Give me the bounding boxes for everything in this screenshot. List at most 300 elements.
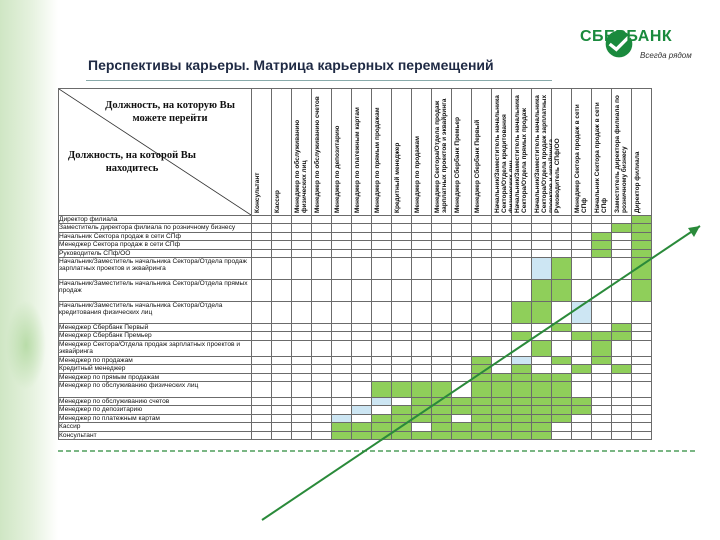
- transition-cell-empty: [632, 382, 652, 398]
- transition-cell-empty: [332, 398, 352, 406]
- transition-cell-empty: [612, 241, 632, 249]
- column-header-label: Менеджер по депозитарию: [334, 125, 341, 213]
- row-header-label: Консультант: [59, 431, 252, 439]
- transition-cell-empty: [512, 241, 532, 249]
- transition-cell-possible: [512, 365, 532, 373]
- transition-cell-possible: [632, 232, 652, 240]
- column-header-label: Менеджер Сбербанк Первый: [474, 119, 481, 213]
- transition-cell-empty: [372, 232, 392, 240]
- transition-cell-empty: [432, 249, 452, 257]
- column-header: [512, 89, 532, 216]
- transition-cell-empty: [632, 365, 652, 373]
- transition-cell-empty: [352, 373, 372, 381]
- matrix-row: [59, 431, 652, 439]
- transition-cell-empty: [252, 340, 272, 356]
- transition-cell-empty: [472, 216, 492, 224]
- transition-cell-empty: [572, 414, 592, 422]
- transition-cell-empty: [432, 258, 452, 280]
- transition-cell-possible: [632, 224, 652, 232]
- transition-cell-empty: [492, 241, 512, 249]
- transition-cell-empty: [552, 216, 572, 224]
- transition-cell-empty: [372, 224, 392, 232]
- transition-cell-possible: [492, 373, 512, 381]
- transition-cell-possible: [572, 406, 592, 414]
- row-header-label: Начальник/Заместитель начальника Сектора/Отдела прямых продаж: [59, 280, 252, 302]
- transition-cell-possible: [512, 406, 532, 414]
- transition-cell-empty: [412, 365, 432, 373]
- transition-cell-empty: [252, 423, 272, 431]
- transition-cell-empty: [352, 232, 372, 240]
- transition-cell-empty: [632, 414, 652, 422]
- transition-cell-possible: [512, 431, 532, 439]
- transition-cell-empty: [312, 258, 332, 280]
- column-header-label: Менеджер по продажам: [414, 136, 421, 213]
- transition-cell-empty: [312, 280, 332, 302]
- career-growth-arrow-head: [688, 226, 700, 237]
- transition-cell-empty: [552, 241, 572, 249]
- column-header: [572, 89, 592, 216]
- transition-cell-empty: [252, 365, 272, 373]
- transition-cell-empty: [492, 324, 512, 332]
- matrix-row: [59, 241, 652, 249]
- transition-cell-possible: [512, 302, 532, 324]
- transition-cell-empty: [352, 280, 372, 302]
- transition-cell-empty: [272, 241, 292, 249]
- column-header: [332, 89, 352, 216]
- transition-cell-empty: [452, 302, 472, 324]
- transition-cell-highlight: [512, 356, 532, 364]
- transition-cell-empty: [592, 302, 612, 324]
- transition-cell-possible: [432, 382, 452, 398]
- transition-cell-empty: [432, 302, 452, 324]
- transition-cell-empty: [572, 373, 592, 381]
- transition-cell-empty: [492, 280, 512, 302]
- transition-cell-empty: [572, 382, 592, 398]
- transition-cell-empty: [292, 280, 312, 302]
- transition-cell-empty: [272, 302, 292, 324]
- matrix-row: [59, 249, 652, 257]
- transition-cell-empty: [532, 241, 552, 249]
- transition-cell-possible: [372, 382, 392, 398]
- row-header-label: Менеджер по платежным картам: [59, 414, 252, 422]
- transition-cell-empty: [512, 232, 532, 240]
- transition-cell-empty: [552, 332, 572, 340]
- transition-cell-possible: [392, 431, 412, 439]
- transition-cell-empty: [252, 373, 272, 381]
- transition-cell-empty: [312, 324, 332, 332]
- column-header-label: Начальник/Заместитель начальника Сектора/Отдела прямых продаж: [514, 95, 528, 213]
- transition-cell-possible: [432, 431, 452, 439]
- transition-cell-empty: [612, 431, 632, 439]
- transition-cell-possible: [552, 382, 572, 398]
- transition-cell-empty: [252, 232, 272, 240]
- transition-cell-empty: [312, 423, 332, 431]
- column-header: [532, 89, 552, 216]
- transition-cell-empty: [252, 249, 272, 257]
- transition-cell-empty: [492, 302, 512, 324]
- transition-cell-possible: [352, 423, 372, 431]
- transition-cell-empty: [452, 224, 472, 232]
- transition-cell-empty: [632, 423, 652, 431]
- column-header-label: Менеджер Сектора/Отдела продаж зарплатных проектов и эквайринга: [434, 98, 448, 213]
- transition-cell-empty: [252, 356, 272, 364]
- transition-cell-empty: [452, 365, 472, 373]
- column-header: [312, 89, 332, 216]
- transition-cell-empty: [432, 365, 452, 373]
- transition-cell-empty: [512, 280, 532, 302]
- transition-cell-empty: [592, 258, 612, 280]
- transition-cell-possible: [632, 280, 652, 302]
- transition-cell-empty: [272, 356, 292, 364]
- transition-cell-empty: [612, 382, 632, 398]
- row-header-label: Менеджер Сбербанк Первый: [59, 324, 252, 332]
- transition-cell-possible: [412, 406, 432, 414]
- transition-cell-empty: [452, 340, 472, 356]
- transition-cell-empty: [392, 302, 412, 324]
- transition-cell-empty: [612, 423, 632, 431]
- transition-cell-possible: [612, 224, 632, 232]
- transition-cell-empty: [612, 406, 632, 414]
- transition-cell-empty: [312, 302, 332, 324]
- transition-cell-empty: [272, 258, 292, 280]
- transition-cell-empty: [492, 224, 512, 232]
- transition-cell-possible: [592, 332, 612, 340]
- transition-cell-empty: [332, 224, 352, 232]
- transition-cell-empty: [312, 365, 332, 373]
- transition-cell-empty: [412, 324, 432, 332]
- transition-cell-empty: [352, 324, 372, 332]
- transition-cell-empty: [312, 224, 332, 232]
- transition-cell-empty: [352, 258, 372, 280]
- transition-cell-possible: [472, 431, 492, 439]
- transition-cell-empty: [372, 332, 392, 340]
- transition-cell-empty: [432, 216, 452, 224]
- matrix-row: [59, 216, 652, 224]
- matrix-corner-cell: [59, 89, 252, 216]
- transition-cell-possible: [532, 280, 552, 302]
- transition-cell-possible: [572, 365, 592, 373]
- transition-cell-empty: [592, 423, 612, 431]
- transition-cell-empty: [392, 356, 412, 364]
- transition-cell-empty: [452, 356, 472, 364]
- transition-cell-empty: [392, 324, 412, 332]
- transition-cell-possible: [592, 232, 612, 240]
- row-header-label: Начальник/Заместитель начальника Сектора/Отдела кредитования физических лиц: [59, 302, 252, 324]
- transition-cell-empty: [472, 224, 492, 232]
- transition-cell-empty: [632, 431, 652, 439]
- transition-cell-empty: [592, 365, 612, 373]
- transition-cell-possible: [532, 302, 552, 324]
- transition-cell-empty: [552, 224, 572, 232]
- transition-cell-empty: [612, 414, 632, 422]
- corner-label-target: Должность, на которую Вы можете перейти: [105, 100, 235, 124]
- transition-cell-empty: [312, 340, 332, 356]
- transition-cell-possible: [532, 340, 552, 356]
- transition-cell-empty: [532, 332, 552, 340]
- column-header: [272, 89, 292, 216]
- transition-cell-empty: [612, 216, 632, 224]
- transition-cell-empty: [592, 406, 612, 414]
- transition-cell-empty: [412, 280, 432, 302]
- matrix-row: [59, 332, 652, 340]
- transition-cell-empty: [352, 216, 372, 224]
- transition-cell-possible: [532, 423, 552, 431]
- transition-cell-empty: [332, 365, 352, 373]
- row-header-label: Начальник/Заместитель начальника Сектора/Отдела продаж зарплатных проектов и эквайринга: [59, 258, 252, 280]
- matrix-row: [59, 302, 652, 324]
- transition-cell-possible: [392, 382, 412, 398]
- transition-cell-possible: [492, 423, 512, 431]
- transition-cell-empty: [372, 302, 392, 324]
- transition-cell-possible: [452, 431, 472, 439]
- transition-cell-empty: [372, 280, 392, 302]
- transition-cell-empty: [572, 324, 592, 332]
- transition-cell-empty: [472, 258, 492, 280]
- transition-cell-empty: [392, 365, 412, 373]
- transition-cell-empty: [472, 241, 492, 249]
- transition-cell-empty: [252, 224, 272, 232]
- matrix-header-row: [59, 89, 652, 216]
- transition-cell-empty: [532, 232, 552, 240]
- transition-cell-possible: [392, 406, 412, 414]
- transition-cell-empty: [432, 332, 452, 340]
- transition-cell-empty: [252, 241, 272, 249]
- transition-cell-possible: [632, 249, 652, 257]
- transition-cell-possible: [552, 373, 572, 381]
- transition-cell-empty: [272, 224, 292, 232]
- transition-cell-empty: [272, 216, 292, 224]
- transition-cell-possible: [512, 382, 532, 398]
- transition-cell-possible: [392, 414, 412, 422]
- row-header-label: Менеджер Сектора продаж в сети СПф: [59, 241, 252, 249]
- column-header-label: Начальник/Заместитель начальника Сектора/Отдела кредитования: [494, 95, 508, 213]
- transition-cell-possible: [552, 280, 572, 302]
- transition-cell-empty: [612, 356, 632, 364]
- transition-cell-empty: [372, 241, 392, 249]
- transition-cell-empty: [592, 280, 612, 302]
- transition-cell-empty: [412, 302, 432, 324]
- transition-cell-possible: [452, 398, 472, 406]
- transition-cell-possible: [432, 406, 452, 414]
- transition-cell-empty: [272, 423, 292, 431]
- transition-cell-possible: [412, 382, 432, 398]
- matrix-row: [59, 232, 652, 240]
- transition-cell-empty: [552, 302, 572, 324]
- matrix-row: [59, 382, 652, 398]
- transition-cell-empty: [392, 241, 412, 249]
- transition-cell-empty: [412, 332, 432, 340]
- transition-cell-empty: [292, 249, 312, 257]
- transition-cell-possible: [572, 398, 592, 406]
- transition-cell-possible: [532, 373, 552, 381]
- transition-cell-empty: [492, 258, 512, 280]
- transition-cell-empty: [292, 373, 312, 381]
- transition-cell-possible: [592, 249, 612, 257]
- transition-cell-empty: [352, 224, 372, 232]
- transition-cell-empty: [572, 280, 592, 302]
- column-header-label: Начальник Сектора продаж в сети СПф: [594, 102, 608, 213]
- matrix-row: [59, 398, 652, 406]
- transition-cell-empty: [352, 365, 372, 373]
- transition-cell-empty: [552, 232, 572, 240]
- transition-cell-empty: [292, 216, 312, 224]
- transition-cell-possible: [552, 356, 572, 364]
- transition-cell-empty: [332, 373, 352, 381]
- transition-cell-possible: [412, 414, 432, 422]
- transition-cell-empty: [512, 249, 532, 257]
- corner-label-current: Должность, на которой Вы находитесь: [68, 150, 196, 174]
- transition-cell-empty: [592, 398, 612, 406]
- transition-cell-empty: [512, 258, 532, 280]
- transition-cell-empty: [392, 398, 412, 406]
- transition-cell-empty: [412, 258, 432, 280]
- column-header-label: Кредитный менеджер: [394, 142, 401, 213]
- transition-cell-empty: [632, 332, 652, 340]
- transition-cell-empty: [452, 232, 472, 240]
- column-header-label: Менеджер по обслуживанию физических лиц: [294, 119, 308, 213]
- transition-cell-empty: [272, 382, 292, 398]
- transition-cell-empty: [492, 332, 512, 340]
- column-header: [352, 89, 372, 216]
- transition-cell-empty: [592, 373, 612, 381]
- transition-cell-empty: [312, 232, 332, 240]
- transition-cell-possible: [512, 332, 532, 340]
- transition-cell-empty: [372, 216, 392, 224]
- brand-name: СБЕРБАНК: [580, 28, 673, 45]
- transition-cell-highlight: [352, 406, 372, 414]
- transition-cell-empty: [392, 280, 412, 302]
- column-header-label: Консультант: [254, 172, 261, 213]
- transition-cell-empty: [272, 365, 292, 373]
- page-title: Перспективы карьеры. Матрица карьерных перемещений: [88, 57, 494, 73]
- transition-cell-highlight: [532, 258, 552, 280]
- transition-cell-possible: [552, 324, 572, 332]
- transition-cell-empty: [512, 224, 532, 232]
- transition-cell-possible: [372, 414, 392, 422]
- transition-cell-possible: [512, 398, 532, 406]
- transition-cell-empty: [332, 258, 352, 280]
- transition-cell-empty: [532, 356, 552, 364]
- transition-cell-empty: [372, 249, 392, 257]
- matrix-row: [59, 406, 652, 414]
- transition-cell-empty: [412, 241, 432, 249]
- row-header-label: Менеджер Сбербанк Премьер: [59, 332, 252, 340]
- transition-cell-empty: [612, 398, 632, 406]
- transition-cell-possible: [472, 414, 492, 422]
- transition-cell-possible: [512, 414, 532, 422]
- transition-cell-empty: [292, 414, 312, 422]
- column-header: [472, 89, 492, 216]
- column-header-label: Заместитель директора филиала по розничному бизнесу: [614, 95, 628, 213]
- transition-cell-empty: [372, 365, 392, 373]
- matrix-row: [59, 340, 652, 356]
- transition-cell-empty: [292, 258, 312, 280]
- transition-cell-empty: [292, 431, 312, 439]
- transition-cell-empty: [572, 249, 592, 257]
- transition-cell-possible: [552, 406, 572, 414]
- transition-cell-possible: [532, 431, 552, 439]
- transition-cell-possible: [412, 431, 432, 439]
- transition-cell-empty: [632, 302, 652, 324]
- transition-cell-possible: [532, 398, 552, 406]
- transition-cell-empty: [552, 365, 572, 373]
- transition-cell-empty: [272, 280, 292, 302]
- transition-cell-empty: [392, 224, 412, 232]
- transition-cell-possible: [352, 431, 372, 439]
- transition-cell-empty: [532, 249, 552, 257]
- transition-cell-possible: [472, 373, 492, 381]
- transition-cell-empty: [272, 373, 292, 381]
- transition-cell-empty: [252, 332, 272, 340]
- transition-cell-empty: [432, 356, 452, 364]
- transition-cell-empty: [352, 332, 372, 340]
- transition-cell-empty: [572, 232, 592, 240]
- transition-cell-empty: [452, 280, 472, 302]
- transition-cell-possible: [332, 431, 352, 439]
- transition-cell-possible: [472, 406, 492, 414]
- column-header-label: Начальник/Заместитель начальника Сектора/Отдела продаж зарплатных: [534, 94, 548, 213]
- transition-cell-possible: [412, 398, 432, 406]
- transition-cell-empty: [352, 398, 372, 406]
- column-header: [252, 89, 272, 216]
- transition-cell-empty: [332, 356, 352, 364]
- transition-cell-empty: [332, 302, 352, 324]
- transition-cell-empty: [252, 302, 272, 324]
- transition-cell-empty: [452, 258, 472, 280]
- transition-cell-empty: [572, 241, 592, 249]
- row-header-label: Менеджер по обслуживанию физических лиц: [59, 382, 252, 398]
- transition-cell-empty: [352, 302, 372, 324]
- transition-cell-empty: [372, 340, 392, 356]
- transition-cell-possible: [632, 258, 652, 280]
- transition-cell-empty: [272, 414, 292, 422]
- transition-cell-empty: [612, 258, 632, 280]
- transition-cell-empty: [392, 332, 412, 340]
- transition-cell-possible: [472, 356, 492, 364]
- transition-cell-empty: [572, 431, 592, 439]
- transition-cell-empty: [472, 332, 492, 340]
- transition-cell-empty: [492, 340, 512, 356]
- transition-cell-empty: [412, 224, 432, 232]
- row-header-label: Менеджер Сектора/Отдела продаж зарплатных проектов и эквайринга: [59, 340, 252, 356]
- transition-cell-possible: [612, 365, 632, 373]
- transition-cell-empty: [452, 249, 472, 257]
- transition-cell-possible: [472, 382, 492, 398]
- transition-cell-empty: [252, 280, 272, 302]
- column-header: [492, 89, 512, 216]
- transition-cell-empty: [332, 241, 352, 249]
- transition-cell-empty: [632, 324, 652, 332]
- brand-tagline: Всегда рядом: [640, 51, 692, 60]
- row-header-label: Менеджер по депозитарию: [59, 406, 252, 414]
- column-header-label: Менеджер по обслуживанию счетов: [314, 96, 321, 213]
- matrix-row: [59, 423, 652, 431]
- transition-cell-empty: [512, 324, 532, 332]
- transition-cell-empty: [392, 373, 412, 381]
- transition-cell-empty: [452, 324, 472, 332]
- transition-cell-possible: [332, 423, 352, 431]
- transition-cell-empty: [312, 241, 332, 249]
- transition-cell-empty: [472, 302, 492, 324]
- transition-cell-empty: [312, 414, 332, 422]
- transition-cell-possible: [472, 398, 492, 406]
- transition-cell-empty: [272, 406, 292, 414]
- transition-cell-empty: [392, 258, 412, 280]
- transition-cell-possible: [632, 216, 652, 224]
- transition-cell-empty: [332, 216, 352, 224]
- column-header-label: Менеджер Сбербанк Премьер: [454, 117, 461, 213]
- transition-cell-empty: [612, 280, 632, 302]
